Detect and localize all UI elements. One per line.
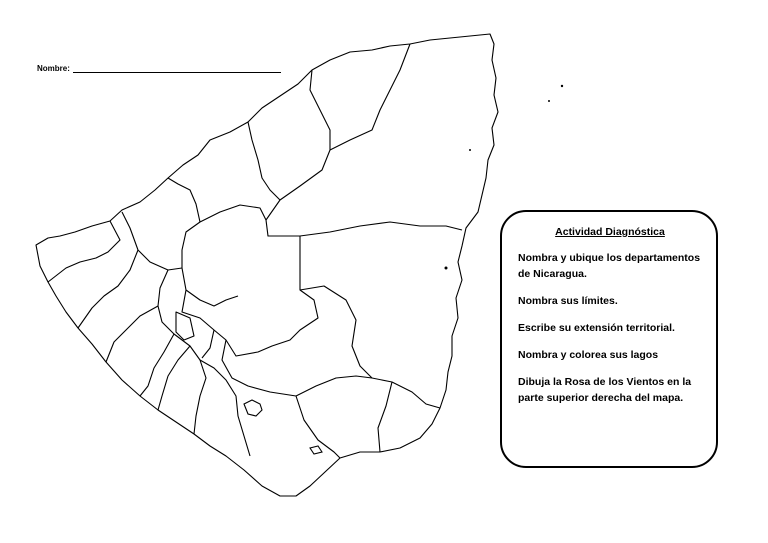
- task-item: Escribe su extensión territorial.: [518, 322, 675, 334]
- lake-cocibolca: [244, 400, 262, 416]
- task-item: Nombra y ubique los departamentos de Nicaragua.: [518, 252, 701, 280]
- activity-box: [500, 210, 718, 468]
- task-item: Dibuja la Rosa de los Vientos en la parte superior derecha del mapa.: [518, 376, 692, 404]
- country-outline: [36, 34, 498, 496]
- task-item: Nombra y colorea sus lagos: [518, 349, 659, 361]
- name-label: Nombre:: [37, 64, 70, 73]
- lake-small: [310, 446, 322, 454]
- task-item: Nombra sus límites.: [518, 295, 618, 307]
- activity-title: Actividad Diagnóstica: [555, 226, 665, 238]
